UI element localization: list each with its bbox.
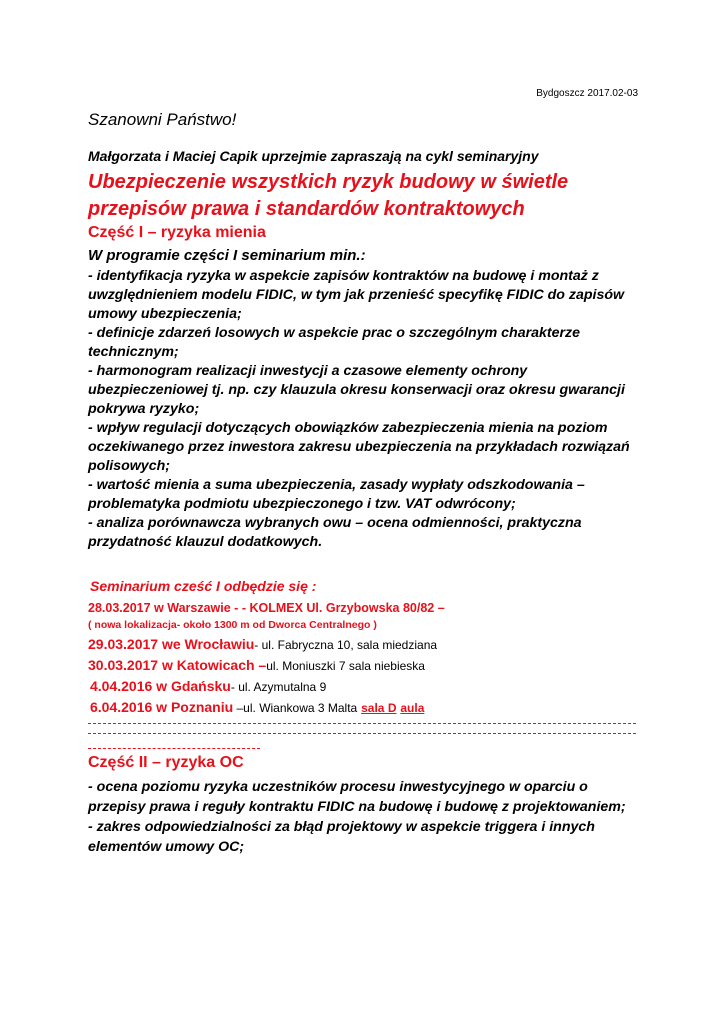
intro-line: Małgorzata i Maciej Capik uprzejmie zapraszają na cykl seminaryjny bbox=[88, 148, 539, 164]
location-warsaw-note: ( nowa lokalizacja- około 1300 m od Dworca Centralnego ) bbox=[88, 619, 377, 631]
separator-line bbox=[88, 723, 636, 724]
location-address: ul. Moniuszki 7 sala niebieska bbox=[266, 659, 425, 673]
location-date-city: 29.03.2017 we Wrocławiu bbox=[88, 636, 255, 652]
seminar-title: Ubezpieczenie wszystkich ryzyk budowy w świetle przepisów prawa i standardów kontraktowych bbox=[88, 171, 569, 220]
point-item: - wpływ regulacji dotyczących obowiązków zabezpieczenia mienia na poziom oczekiwanego przez inwestora zakresu ubezpieczenia na przykładach rozwiązań polisowych; bbox=[88, 420, 630, 474]
point-item: - ocena poziomu ryzyka uczestników procesu inwestycyjnego w oparciu o przepisy prawa i reguły kontraktu FIDIC na budowę i budowę z projektowaniem; bbox=[88, 779, 626, 815]
document-date: Bydgoszcz 2017.02-03 bbox=[536, 88, 638, 99]
separator-line bbox=[88, 733, 636, 734]
part2-points bbox=[88, 777, 648, 857]
point-item: - identyfikacja ryzyka w aspekcie zapisów kontraktów na budowę i montaż z uwzględnieniem modelu FIDIC, w tym jak przenieść specyfikę FIDIC do zapisów umowy ubezpieczenia; bbox=[88, 268, 625, 322]
location-address: - ul. Fabryczna 10, sala miedziana bbox=[254, 638, 438, 652]
location-address: - ul. Azymutalna 9 bbox=[230, 680, 327, 694]
seminar-schedule-heading: Seminarium cześć I odbędzie się : bbox=[90, 578, 317, 594]
location-date-city: 6.04.2016 w Poznaniu bbox=[90, 699, 234, 715]
point-item: - analiza porównawcza wybranych owu – ocena odmienności, praktyczna przydatność klauzul dodatkowych. bbox=[88, 515, 582, 550]
location-date-city: 30.03.2017 w Katowicach – bbox=[88, 657, 267, 673]
location-address: - KOLMEX Ul. Grzybowska 80/82 – bbox=[241, 601, 445, 615]
location-katowice bbox=[88, 657, 425, 673]
location-wroclaw bbox=[88, 636, 437, 652]
location-poznan bbox=[90, 699, 424, 715]
part1-heading: Część I – ryzyka mienia bbox=[88, 224, 266, 241]
location-address: –ul. Wiankowa 3 Malta bbox=[233, 701, 358, 715]
room-name: sala D bbox=[361, 701, 397, 715]
point-item: - definicje zdarzeń losowych w aspekcie prac o szczególnym charakterze technicznym; bbox=[88, 325, 581, 360]
location-date-city: 4.04.2016 w Gdańsku bbox=[90, 678, 231, 694]
part1-points bbox=[88, 267, 648, 552]
location-date-city: 28.03.2017 w Warszawie - bbox=[88, 601, 239, 615]
point-item: - zakres odpowiedzialności za błąd projektowy w aspekcie triggera i innych elementów umowy OC; bbox=[88, 819, 595, 855]
location-warsaw bbox=[88, 601, 445, 615]
location-gdansk bbox=[90, 678, 326, 694]
separator-line bbox=[88, 748, 260, 749]
greeting: Szanowni Państwo! bbox=[88, 110, 237, 129]
point-item: - wartość mienia a suma ubezpieczenia, zasady wypłaty odszkodowania – problematyka podmiotu ubezpieczonego i tzw. VAT odwrócony; bbox=[88, 477, 585, 512]
room-name: aula bbox=[400, 701, 425, 715]
program-heading: W programie części I seminarium min.: bbox=[88, 247, 366, 264]
part2-heading: Część II – ryzyka OC bbox=[88, 754, 244, 771]
point-item: - harmonogram realizacji inwestycji a czasowe elementy ochrony ubezpieczeniowej tj. np. czy klauzula okresu konserwacji oraz okresu gwarancji pokrywa ryzyko; bbox=[88, 363, 625, 417]
